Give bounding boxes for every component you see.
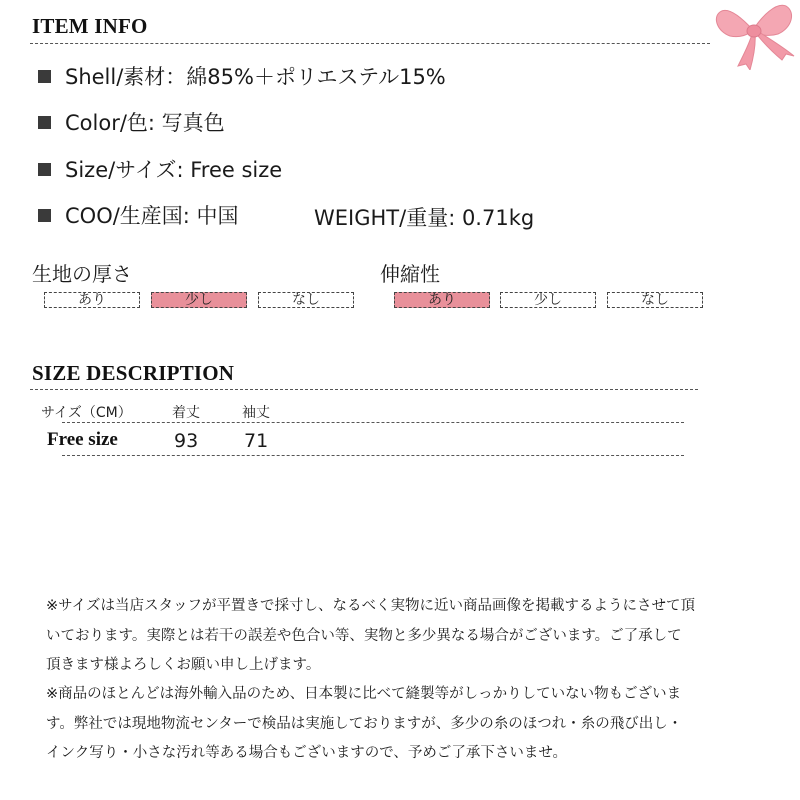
thickness-option-ari: あり xyxy=(44,292,140,308)
size-header-length: 着丈 xyxy=(172,405,200,421)
bullet-square-icon xyxy=(38,163,51,176)
info-row-size xyxy=(38,155,282,183)
size-description-divider xyxy=(30,389,698,390)
info-row-color xyxy=(38,108,225,136)
size-table-bottom-line xyxy=(62,455,684,456)
thickness-option-nashi: なし xyxy=(258,292,354,308)
stretch-option-sukoshi: 少し xyxy=(500,292,596,308)
item-info-divider xyxy=(30,43,710,44)
info-text: COO/生産国: 中国 xyxy=(65,204,239,228)
note-sizing xyxy=(46,592,696,681)
thickness-option-sukoshi: 少し xyxy=(151,292,247,308)
bullet-square-icon xyxy=(38,70,51,83)
stretch-option-ari: あり xyxy=(394,292,490,308)
item-info-title: ITEM INFO xyxy=(32,14,148,38)
size-header-sleeve: 袖丈 xyxy=(242,405,270,421)
stretch-option-nashi: なし xyxy=(607,292,703,308)
info-text: Shell/素材：綿85%＋ポリエステル15% xyxy=(65,65,446,89)
stretch-label: 伸縮性 xyxy=(380,262,440,286)
size-header-size: サイズ（CM） xyxy=(41,405,132,421)
ribbon-bow-icon xyxy=(706,0,800,70)
info-weight: WEIGHT/重量: 0.71kg xyxy=(314,206,535,230)
bullet-square-icon xyxy=(38,209,51,222)
note-quality-text: ※商品のほとんどは海外輸入品のため、日本製に比べて縫製等がしっかりしていない物もございます。弊社では現地物流センターで検品は実施しておりますが、多少の糸のほつれ・糸の飛び出し・インク写り・小さな汚れ等ある場合もございますので、予めご了承下さいませ。 xyxy=(46,686,683,761)
size-table-divider xyxy=(62,422,684,423)
size-row-length: 93 xyxy=(174,430,199,452)
info-row-coo xyxy=(38,201,239,229)
size-row-name: Free size xyxy=(47,429,118,450)
size-row-sleeve: 71 xyxy=(244,430,269,452)
info-row-shell xyxy=(38,62,446,90)
thickness-label: 生地の厚さ xyxy=(32,262,132,286)
info-text: Color/色: 写真色 xyxy=(65,111,225,135)
size-description-title: SIZE DESCRIPTION xyxy=(32,361,235,385)
info-text: Size/サイズ: Free size xyxy=(65,158,283,182)
bullet-square-icon xyxy=(38,116,51,129)
note-quality xyxy=(46,680,696,769)
note-sizing-text: ※サイズは当店スタッフが平置きで採寸し、なるべく実物に近い商品画像を掲載するようにさせて頂いております。実際とは若干の誤差や色合い等、実物と多少異なる場合がございます。ご了承して頂きます様よろしくお願い申し上げます。 xyxy=(46,598,695,673)
